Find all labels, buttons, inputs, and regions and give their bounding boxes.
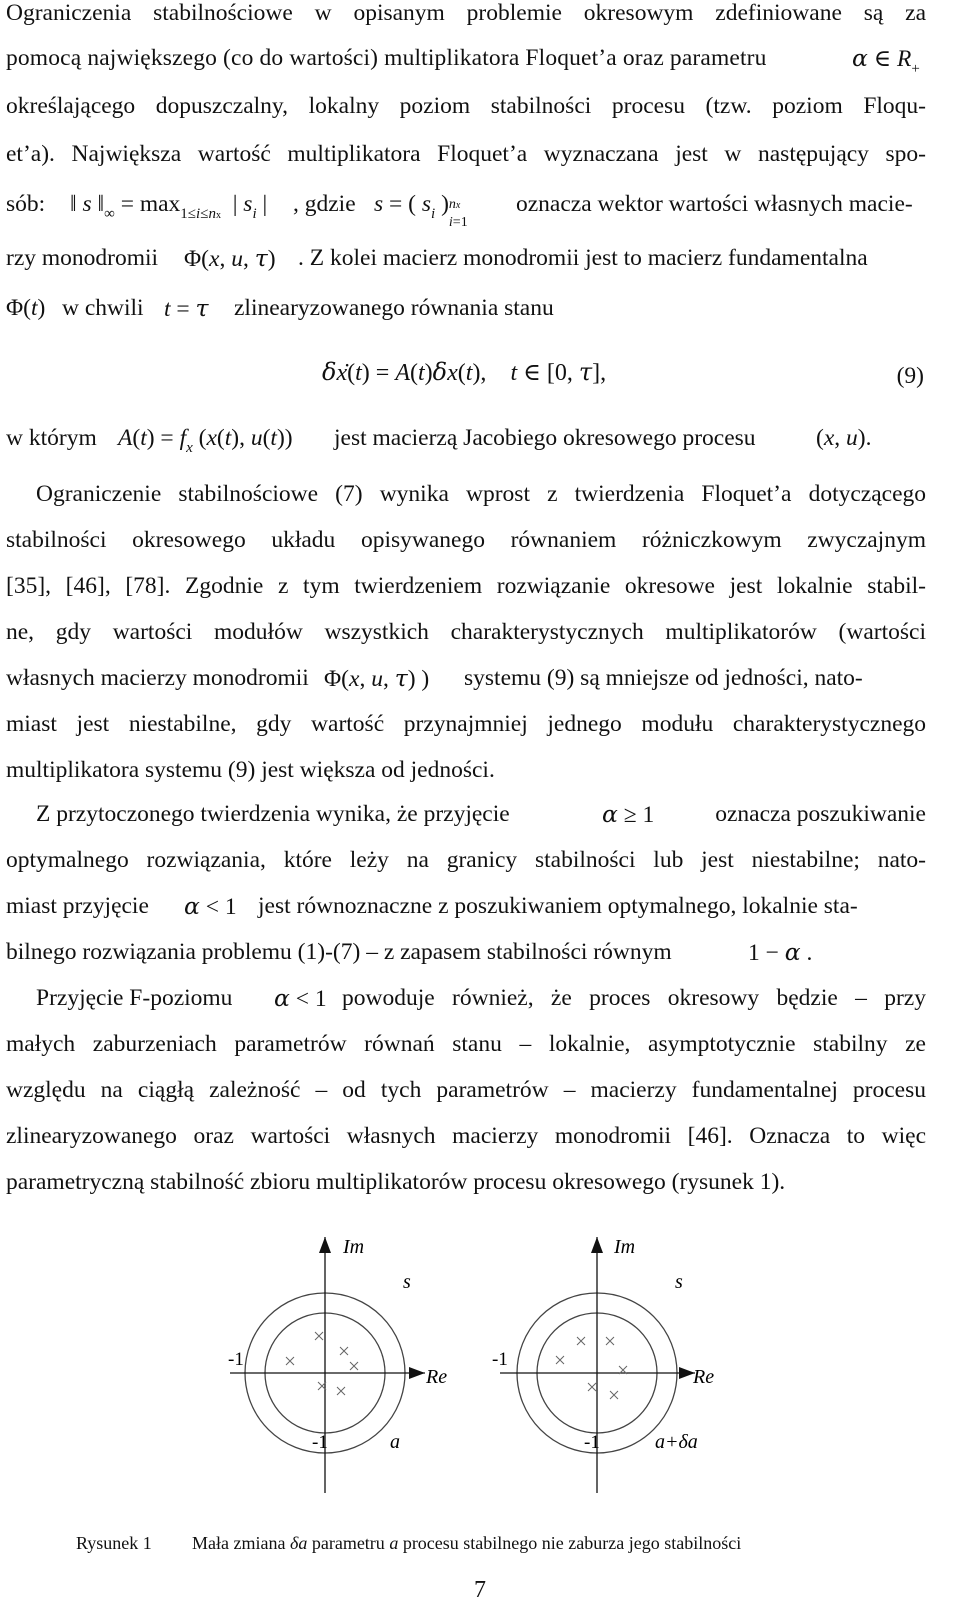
paragraph-line: sób: ‖ s $‖_\infty = \max_{1\le i\le nx}$ | $s_i$ | , gdzie s = ( $s_i$ ) nx i=1 oznacza wektor wartości własnych macie- bbox=[6, 191, 913, 230]
paragraph-line: Ograniczenie stabilnościowe (7) wynika wprost z twierdzenia Floquet’a dotyczącego bbox=[36, 481, 926, 507]
im-label: Im bbox=[614, 1236, 636, 1258]
paragraph-line: Ograniczenia stabilnościowe w opisanym problemie okresowym zdefiniowane są za bbox=[6, 0, 926, 26]
vector-formula: s = ( $s_i$ ) nx i=1 bbox=[374, 191, 468, 230]
alpha-geq-1: α ≥ 1 bbox=[602, 800, 655, 828]
paragraph-line: optymalnego rozwiązania, które leży na granicy stabilności lub jest niestabilne; nato- bbox=[6, 847, 926, 873]
paragraph-line: bilnego rozwiązania problemu (1)-(7) – z zapasem stabilności równym 1 − α . bbox=[6, 938, 813, 966]
minus-one-bottom-label: -1 bbox=[312, 1432, 328, 1453]
paragraph-line: rzy monodromii Φ(x, u, τ) . Z kolei macierz monodromii jest to macierz fundamentalna bbox=[6, 244, 868, 272]
paragraph-line: stabilności okresowego układu opisywanego równaniem różniczkowym zwyczajnym bbox=[6, 527, 926, 553]
jacobian-formula: $A(t) = f_x$ (x(t), u(t)) bbox=[118, 425, 293, 456]
paragraph-line: multiplikatora systemu (9) jest większa od jedności. bbox=[6, 757, 495, 783]
minus-one-label: -1 bbox=[228, 1349, 244, 1370]
paragraph-line: w którym $A(t) = f_x$ (x(t), u(t)) jest macierzą Jacobiego okresowego procesu (x, u). bbox=[6, 425, 872, 456]
alpha-lt-1: α < 1 bbox=[184, 892, 237, 920]
paragraph-line: parametryczną stabilność zbioru multiplikatorów procesu okresowego (rysunek 1). bbox=[6, 1169, 786, 1195]
paragraph-line: pomocą największego (co do wartości) multiplikatora Floquet’a oraz parametru α ∈ $R_+$ bbox=[6, 44, 920, 77]
figure-caption-label: Rysunek 1 bbox=[76, 1533, 152, 1553]
paragraph-line: [35], [46], [78]. Zgodnie z tym twierdzeniem rozwiązanie okresowe jest lokalnie stabil- bbox=[6, 573, 926, 599]
paragraph-line: Przyjęcie F-poziomu α < 1 powoduje również, że proces okresowy będzie – przy bbox=[36, 984, 926, 1012]
paragraph-line: określającego dopuszczalny, lokalny poziom stabilności procesu (tzw. poziom Floqu- bbox=[6, 93, 926, 119]
t-equals-tau: t = τ bbox=[164, 294, 209, 322]
param-label: a bbox=[390, 1431, 400, 1453]
paragraph-line: własnych macierzy monodromii Φ(x, u, τ) ) systemu (9) są mniejsze od jedności, nato- bbox=[6, 664, 863, 692]
left-plane bbox=[228, 1236, 447, 1493]
minus-one-label: -1 bbox=[492, 1349, 508, 1370]
paragraph-line: Z przytoczonego twierdzenia wynika, że przyjęcie α ≥ 1 oznacza poszukiwanie bbox=[36, 800, 926, 828]
re-label: Re bbox=[426, 1366, 448, 1388]
one-minus-alpha: 1 − α . bbox=[748, 938, 813, 966]
paragraph-line: zlinearyzowanego oraz wartości własnych macierzy monodromii [46]. Oznacza to więc bbox=[6, 1123, 926, 1149]
alpha-in-rplus: α ∈ $R_+$ bbox=[852, 44, 920, 77]
imag-axis-arrow bbox=[319, 1237, 331, 1253]
xu-formula: (x, u). bbox=[816, 425, 872, 451]
figure-1 bbox=[0, 1225, 960, 1525]
s-label: s bbox=[675, 1271, 683, 1293]
multiplier-marks bbox=[286, 1332, 358, 1395]
right-plane bbox=[492, 1236, 714, 1493]
paragraph-line: względu na ciągłą zależność – od tych parametrów – macierzy fundamentalnej procesu bbox=[6, 1077, 926, 1103]
imag-axis-arrow bbox=[591, 1237, 603, 1253]
phi-formula: Φ(x, u, τ) bbox=[184, 244, 276, 272]
real-axis-arrow bbox=[409, 1367, 425, 1379]
paragraph-line: ne, gdy wartości modułów wszystkich charakterystycznych multiplikatorów (wartości bbox=[6, 619, 926, 645]
alpha-lt-1: α < 1 bbox=[274, 984, 327, 1012]
phi-formula: Φ(x, u, τ) ) bbox=[324, 664, 430, 692]
param-label: a+δa bbox=[655, 1431, 698, 1453]
paragraph-line: Φ(t) w chwili t = τ zlinearyzowanego równania stanu bbox=[6, 294, 554, 322]
page-number: 7 bbox=[474, 1577, 486, 1603]
paragraph-line: miast jest niestabilne, gdy wartość przynajmniej jednego modułu charakterystycznego bbox=[6, 711, 926, 737]
figure-caption-text: Mała zmiana δa parametru a procesu stabilnego nie zaburza jego stabilności bbox=[192, 1533, 742, 1553]
paragraph-line: et’a). Największa wartość multiplikatora Floquet’a wyznaczana jest w następujący spo- bbox=[6, 141, 926, 167]
im-label: Im bbox=[343, 1236, 365, 1258]
equation-number: (9) bbox=[896, 363, 924, 389]
norm-formula: ‖ s $‖_\infty = \max_{1\le i\le nx}$ | $s_i$ | bbox=[70, 191, 268, 222]
paragraph-line: małych zaburzeniach parametrów równań stanu – lokalnie, asymptotycznie stabilny ze bbox=[6, 1031, 926, 1057]
equation-9: δẋ(t) = A(t)δx(t), t ∈ [0, τ], bbox=[322, 358, 607, 386]
multiplier-marks bbox=[556, 1337, 627, 1399]
minus-one-bottom-label: -1 bbox=[584, 1432, 600, 1453]
re-label: Re bbox=[693, 1366, 715, 1388]
s-label: s bbox=[403, 1271, 411, 1293]
paragraph-line: miast przyjęcie α < 1 jest równoznaczne z poszukiwaniem optymalnego, lokalnie sta- bbox=[6, 892, 858, 920]
phi-t-formula: Φ(t) bbox=[6, 295, 46, 321]
